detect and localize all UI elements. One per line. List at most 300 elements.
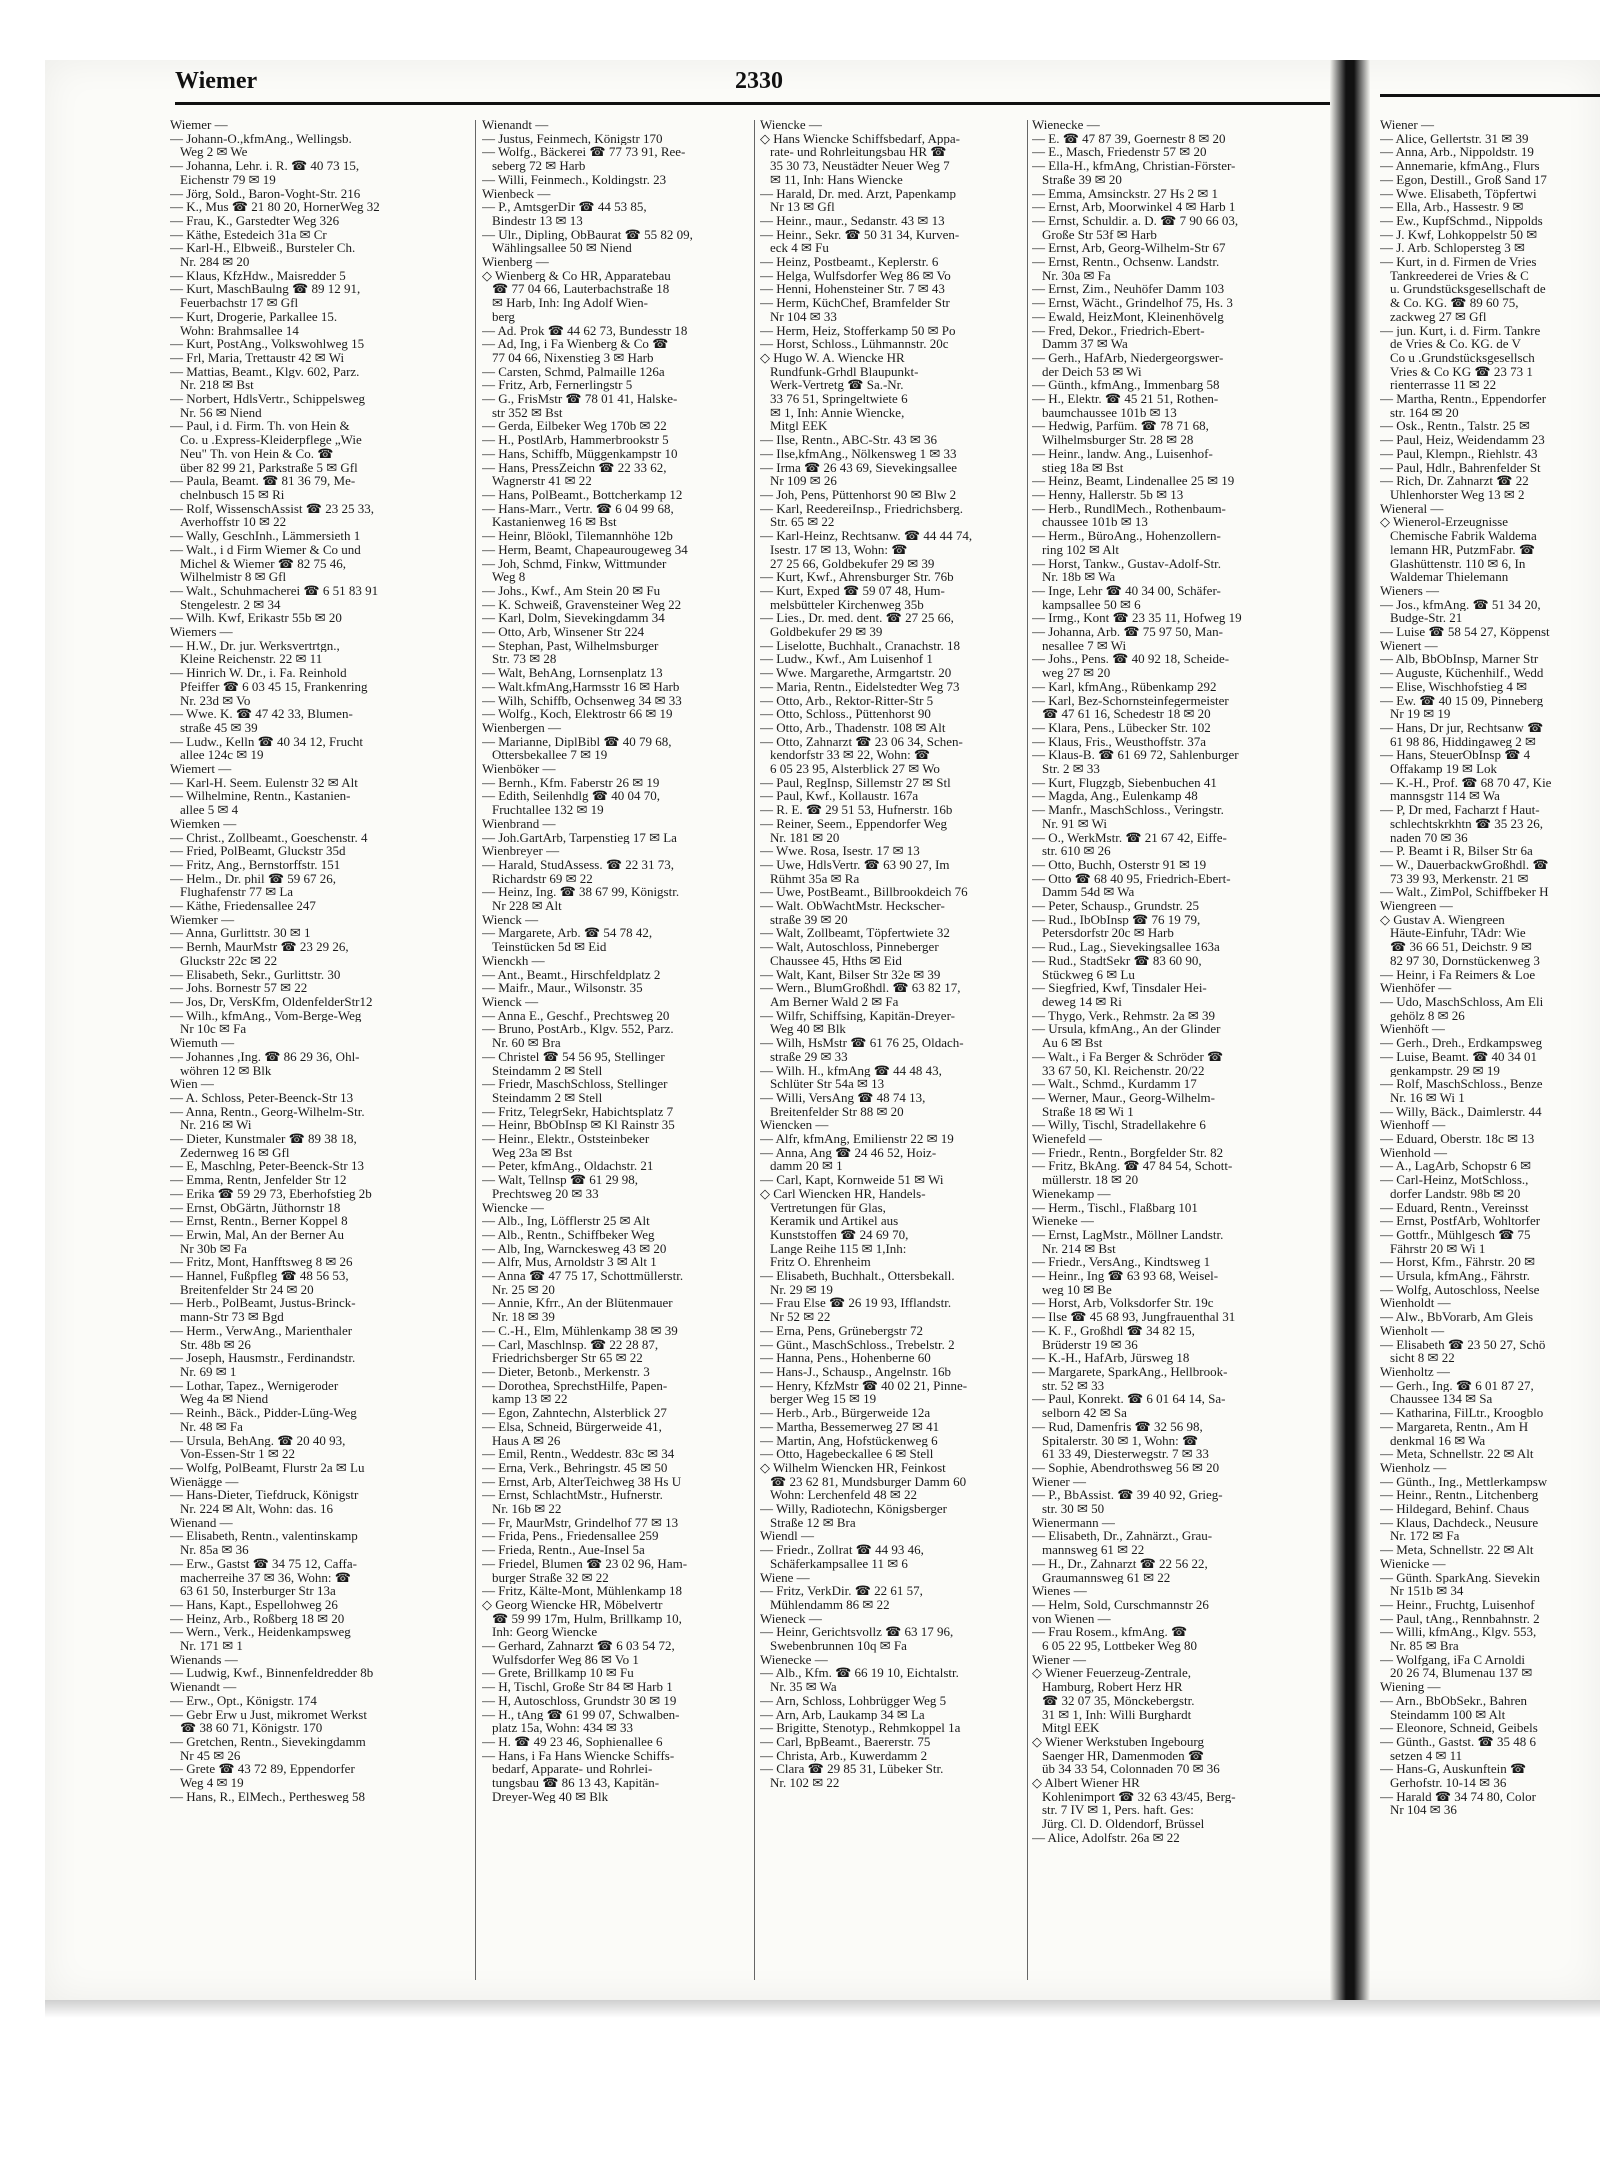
surname-heading: Wieneck — <box>760 1611 822 1626</box>
directory-entry: dorfer Landstr. 98b ✉ 20 <box>1390 1186 1521 1201</box>
directory-entry: — J. Arb. Schlopersteg 3 ✉ <box>1380 241 1525 256</box>
directory-entry: ☎ 23 62 81, Mundsburger Damm 60 <box>770 1474 967 1489</box>
directory-entry: platz 15a, Wohn: 434 ✉ 33 <box>492 1721 634 1735</box>
directory-entry: — Heinr, BbObInsp ✉ Kl Rainstr 35 <box>482 1118 675 1133</box>
page-header <box>175 68 1365 105</box>
directory-entry: Nr. 91 ✉ Wi <box>1042 816 1108 831</box>
surname-heading: Wiemuth — <box>170 1036 235 1050</box>
directory-entry: — Fred, Dekor., Friedrich-Ebert- <box>1032 323 1205 338</box>
directory-entry: Fährstr 20 ✉ Wi 1 <box>1390 1241 1486 1256</box>
directory-entry: — Meta, Schnellstr. 22 ✉ Alt <box>1380 1447 1534 1461</box>
directory-entry: — K. Schweiß, Gravensteiner Weg 22 <box>482 597 682 612</box>
surname-heading: Wieners — <box>1380 583 1440 598</box>
directory-entry: — R. E. ☎ 29 51 53, Hufnerstr. 16b <box>760 803 953 817</box>
directory-entry: — Johs. Bornestr 57 ✉ 22 <box>170 981 308 995</box>
directory-entry: — Kurt, Drogerie, Parkallee 15. <box>170 309 338 324</box>
directory-entry: ☎ 59 99 17m, Hulm, Brillkamp 10, <box>492 1611 682 1626</box>
directory-entry: Hamburg, Robert Herz HR <box>1042 1680 1183 1694</box>
directory-entry: Nr. 85a ✉ 36 <box>180 1543 249 1557</box>
surname-heading: Wiening — <box>1380 1680 1441 1694</box>
directory-entry: — Martin, Ang, Hofstückenweg 6 <box>760 1433 938 1448</box>
directory-entry: eck 4 ✉ Fu <box>770 241 829 256</box>
directory-entry: Mitgl EEK <box>1042 1721 1100 1735</box>
directory-entry: — Clara ☎ 29 85 31, Lübeker Str. <box>760 1762 944 1777</box>
directory-entry: Breitenfelder Str 24 ✉ 20 <box>180 1282 314 1297</box>
directory-entry: Kunststoffen ☎ 24 69 70, <box>770 1227 909 1242</box>
directory-entry: — Ernst, Arb, Moorwinkel 4 ✉ Harb 1 <box>1032 200 1236 214</box>
directory-entry: — Herm., BüroAng., Hohenzollern- <box>1032 529 1221 543</box>
directory-entry: Gluckstr 22c ✉ 22 <box>180 953 278 968</box>
directory-entry: — Christ., Zollbeamt., Goeschenstr. 4 <box>170 830 368 845</box>
directory-entry: — Willi, kfmAng., Klgv. 553, <box>1380 1625 1537 1640</box>
directory-entry: — Ludw., Kelln ☎ 40 34 12, Frucht <box>170 734 364 749</box>
directory-entry: Damm 54d ✉ Wa <box>1042 885 1135 900</box>
surname-heading: Wiengreen — <box>1380 899 1453 913</box>
directory-entry: 63 61 50, Insterburger Str 13a <box>180 1584 336 1598</box>
directory-entry: Pfeiffer ☎ 6 03 45 15, Frankenring <box>180 679 368 694</box>
directory-entry: — Ernst, Rentn., Berner Koppel 8 <box>170 1214 348 1228</box>
directory-entry: — Walt., ZimPol, Schiffbeker H <box>1380 885 1549 900</box>
directory-entry: — Walt., i Fa Berger & Schröder ☎ <box>1032 1049 1224 1064</box>
directory-entry: str. 7 IV ✉ 1, Pers. haft. Ges: <box>1042 1803 1194 1818</box>
directory-entry: weg 27 ✉ 20 <box>1042 666 1111 680</box>
directory-entry: Co. u .Express-Kleiderpflege „Wie <box>180 433 362 447</box>
directory-entry: — H., Elektr. ☎ 45 21 51, Rothen- <box>1032 392 1219 406</box>
directory-entry: str. 164 ✉ 20 <box>1390 405 1459 420</box>
directory-entry: — Karl-H., Elbweiß., Bursteler Ch. <box>170 241 356 256</box>
directory-entry: allee 124c ✉ 19 <box>180 748 264 763</box>
directory-entry: — Heinr, i Fa Reimers & Loe <box>1380 967 1536 982</box>
directory-entry: Nr 109 ✉ 26 <box>770 474 837 488</box>
directory-entry: Nr 151b ✉ 34 <box>1390 1584 1464 1598</box>
directory-entry: — Carsten, Schmd, Palmaille 126a <box>482 364 665 379</box>
directory-entry: — Wolfgang, iFa C Arnoldi <box>1380 1652 1525 1667</box>
directory-entry: selborn 42 ✉ Sa <box>1042 1406 1127 1420</box>
directory-entry: — H. ☎ 49 23 46, Sophienallee 6 <box>482 1734 663 1749</box>
directory-entry: — Alb, BbObInsp, Marner Str <box>1380 652 1539 667</box>
directory-entry: Zedernweg 16 ✉ Gfl <box>180 1145 290 1160</box>
directory-entry: damm 20 ✉ 1 <box>770 1159 843 1174</box>
directory-entry: — H, Tischl, Große Str 84 ✉ Harb 1 <box>482 1680 673 1694</box>
directory-entry: — Günth., Ing., Mettlerkampsw <box>1380 1474 1548 1489</box>
directory-entry: Flughafenstr 77 ✉ La <box>180 885 294 900</box>
directory-entry: — Ursula, BehAng. ☎ 20 40 93, <box>170 1433 346 1448</box>
directory-entry: — Wwe. Margarethe, Armgartstr. 20 <box>760 666 952 680</box>
directory-entry: — Heinr, Blöokl, Tilemannhöhe 12b <box>482 529 673 543</box>
directory-entry: — Johs., Kwf., Am Stein 20 ✉ Fu <box>482 583 661 598</box>
directory-entry: Wulfsdorfer Weg 86 ✉ Vo 1 <box>492 1652 639 1667</box>
directory-entry: — Käthe, Friedensallee 247 <box>170 899 316 913</box>
directory-entry: — H.W., Dr. jur. Werksvertrtgn., <box>170 638 340 653</box>
directory-entry: Schäferkampsallee 11 ✉ 6 <box>770 1556 908 1571</box>
directory-entry: — Carl, Maschlnsp. ☎ 22 28 87, <box>482 1337 659 1352</box>
directory-entry: Von-Essen-Str 1 ✉ 22 <box>180 1447 296 1461</box>
directory-entry: Saenger HR, Damenmoden ☎ <box>1042 1748 1205 1763</box>
directory-entry: — Otto, Arb., Thadenstr. 108 ✉ Alt <box>760 720 946 735</box>
directory-entry: — Jos, Dr, VersKfm, OldenfelderStr12 <box>170 995 373 1009</box>
directory-entry: — H., tAng ☎ 61 99 07, Schwalben- <box>482 1707 680 1722</box>
directory-entry: — Frl, Maria, Trettaustr 42 ✉ Wi <box>170 350 345 365</box>
directory-entry: Vries & Co KG ☎ 23 73 1 <box>1390 364 1533 379</box>
directory-entry: — Rud., Lag., Sievekingsallee 163a <box>1032 940 1220 954</box>
directory-entry: — Paul, Kwf., Kollaustr. 167a <box>760 789 919 804</box>
directory-entry: weg 10 ✉ Be <box>1042 1282 1112 1297</box>
directory-entry: — Martha, Bessemerweg 27 ✉ 41 <box>760 1419 940 1434</box>
directory-entry: — Gebr Erw u Just, mikromet Werkst <box>170 1707 367 1722</box>
directory-entry: — Walt.kfmAng,Harmsstr 16 ✉ Harb <box>482 679 680 694</box>
directory-entry: — A. Schloss, Peter-Beenck-Str 13 <box>170 1090 354 1105</box>
directory-entry: — Wilh, HsMstr ☎ 61 76 25, Oldach- <box>760 1036 964 1050</box>
directory-entry: — Elsa, Schneid, Bürgerweide 41, <box>482 1419 662 1434</box>
surname-heading: Wienefeld — <box>1032 1132 1102 1146</box>
column-divider <box>475 120 476 1980</box>
directory-entry: mann-Str 73 ✉ Bgd <box>180 1310 284 1324</box>
directory-entry: Eichenstr 79 ✉ 19 <box>180 172 276 187</box>
directory-entry: Spitalerstr. 30 ✉ 1, Wohn: ☎ <box>1042 1433 1199 1448</box>
directory-entry: — Joh, Schmd, Finkw, Wittmunder <box>482 556 667 571</box>
surname-heading: von Wienen — <box>1032 1611 1111 1626</box>
directory-entry: — Ilse, Rentn., ABC-Str. 43 ✉ 36 <box>760 433 938 447</box>
directory-entry: — Alb., Rentn., Schiffbeker Weg <box>482 1227 655 1242</box>
directory-entry: wöhren 12 ✉ Blk <box>180 1063 272 1078</box>
directory-entry: Nr 19 ✉ 19 <box>1390 707 1451 721</box>
directory-entry: — Wilhelmine, Rentn., Kastanien- <box>170 789 351 804</box>
directory-entry: allee 5 ✉ 4 <box>180 803 239 817</box>
directory-entry: — Paula, Beamt. ☎ 81 36 79, Me- <box>170 474 356 488</box>
directory-entry: — Irma ☎ 26 43 69, Sievekingsallee <box>760 460 958 475</box>
directory-entry: Nr. 16b ✉ 22 <box>492 1502 562 1516</box>
directory-entry: Schlüter Str 54a ✉ 13 <box>770 1077 885 1091</box>
surname-heading: Wienbreyer — <box>482 844 560 858</box>
directory-entry: über 82 99 21, Parkstraße 5 ✉ Gfl <box>180 460 358 475</box>
directory-entry: — Alw., BbVorarb, Am Gleis <box>1380 1310 1534 1324</box>
directory-entry: Nr. 60 ✉ Bra <box>492 1036 561 1050</box>
surname-heading: Wienecke — <box>760 1652 828 1667</box>
directory-entry: — Willy, Bäck., Daimlerstr. 44 <box>1380 1104 1542 1119</box>
directory-entry: Isestr. 17 ✉ 13, Wohn: ☎ <box>770 542 908 557</box>
directory-entry: Weg 4a ✉ Niend <box>180 1392 269 1407</box>
directory-entry: Petersdorfstr 20c ✉ Harb <box>1042 926 1174 941</box>
directory-entry: — Margarete, Arb. ☎ 54 78 42, <box>482 926 653 941</box>
surname-heading: Wienhöft — <box>1380 1022 1445 1037</box>
directory-entry: — Elisabeth, Rentn., valentinskamp <box>170 1529 358 1544</box>
directory-entry: Wilhelmsburger Str. 28 ✉ 28 <box>1042 433 1194 447</box>
directory-entry: Straße 12 ✉ Bra <box>770 1515 856 1530</box>
surname-heading: Wienes — <box>1032 1584 1087 1598</box>
directory-entry: — Alice, Gellertstr. 31 ✉ 39 <box>1380 131 1529 146</box>
directory-entry: straße 45 ✉ 39 <box>180 720 258 735</box>
surname-heading: Wiener — <box>1032 1652 1086 1667</box>
directory-entry: Prechtsweg 20 ✉ 33 <box>492 1186 599 1201</box>
directory-entry: Weg 2 ✉ We <box>180 145 248 160</box>
directory-entry: straße 29 ✉ 33 <box>770 1049 848 1064</box>
directory-entry: — Herb., RundlMech., Rothenbaum- <box>1032 501 1226 516</box>
directory-entry: Nr. 30a ✉ Fa <box>1042 268 1111 283</box>
directory-entry: gehölz 8 ✉ 26 <box>1390 1008 1465 1023</box>
directory-entry: — Paul, tAng., Rennbahnstr. 2 <box>1380 1611 1540 1626</box>
surname-heading: Wienbergen — <box>482 720 562 735</box>
directory-entry: Nr. 172 ✉ Fa <box>1390 1529 1460 1544</box>
directory-entry: — Walt, Tellnsp ☎ 61 29 98, <box>482 1173 639 1187</box>
directory-entry: Richardstr 69 ✉ 22 <box>492 871 593 886</box>
directory-entry: zackweg 27 ✉ Gfl <box>1390 309 1487 324</box>
directory-entry: — Helga, Wulfsdorfer Weg 86 ✉ Vo <box>760 268 951 283</box>
directory-entry: — Wern., BlumGroßhdl. ☎ 63 82 17, <box>760 981 961 995</box>
directory-entry: — Rolf, WissenschAssist ☎ 23 25 33, <box>170 501 374 516</box>
directory-entry: chaussee 101b ✉ 13 <box>1042 515 1148 530</box>
directory-entry: — Inge, Lehr ☎ 40 34 00, Schäfer- <box>1032 583 1221 598</box>
directory-entry: — Gerh., Ing. ☎ 6 01 87 27, <box>1380 1378 1534 1393</box>
directory-entry: — Friedr., Zollrat ☎ 44 93 46, <box>760 1543 924 1557</box>
directory-entry: — Carl, Kapt, Kornweide 51 ✉ Wi <box>760 1173 944 1187</box>
directory-entry: Nr. 56 ✉ Niend <box>180 405 262 420</box>
directory-entry: Kleine Reichenstr. 22 ✉ 11 <box>180 652 323 667</box>
directory-entry: — Alb, Ing, Warnckesweg 43 ✉ 20 <box>482 1241 667 1256</box>
directory-entry: Nr. 214 ✉ Bst <box>1042 1241 1116 1256</box>
directory-entry: — Heinr., Elektr., Oststeinbeker <box>482 1132 650 1146</box>
directory-entry: — Brigitte, Stenotyp., Rehmkoppel 1a <box>760 1721 961 1735</box>
directory-entry: Bindestr 13 ✉ 13 <box>492 213 583 228</box>
directory-entry: Str. 73 ✉ 28 <box>492 652 557 667</box>
directory-entry: — Liselotte, Buchhalt., Cranachstr. 18 <box>760 638 961 653</box>
directory-entry: — Hans, Dr jur, Rechtsanw ☎ <box>1380 720 1544 735</box>
directory-entry: Breitenfelder Str 88 ✉ 20 <box>770 1104 904 1119</box>
directory-entry: Steindamm 2 ✉ Stell <box>492 1063 603 1078</box>
directory-entry: ☎ 38 60 71, Königstr. 170 <box>180 1721 323 1735</box>
directory-entry: — Reinh., Bäck., Pidder-Lüng-Weg <box>170 1406 357 1420</box>
directory-entry: 20 26 74, Blumenau 137 ✉ <box>1390 1666 1533 1681</box>
directory-entry: — Erw., Gastst ☎ 34 75 12, Caffa- <box>170 1556 357 1571</box>
directory-entry: kampsallee 50 ✉ 6 <box>1042 597 1141 612</box>
directory-entry: — Ad. Prok ☎ 44 62 73, Bundesstr 18 <box>482 323 688 338</box>
directory-entry: — Kurt, in d. Firmen de Vries <box>1380 255 1537 269</box>
directory-entry: — Heinz, Arb., Roßberg 18 ✉ 20 <box>170 1611 345 1626</box>
directory-entry: — Ernst, LagMstr., Möllner Landstr. <box>1032 1227 1224 1242</box>
directory-entry: — Johs., Pens. ☎ 40 92 18, Scheide- <box>1032 652 1230 667</box>
directory-entry: tungsbau ☎ 86 13 43, Kapitän- <box>492 1776 660 1790</box>
directory-entry: — Hinrich W. Dr., i. Fa. Reinhold <box>170 666 347 680</box>
directory-entry: — Dieter, Betonb., Merkenstr. 3 <box>482 1364 650 1379</box>
directory-entry: — Ilse ☎ 45 68 93, Jungfrauenthal 31 <box>1032 1310 1236 1324</box>
directory-entry: — Wally, GeschInh., Lämmersieth 1 <box>170 529 361 543</box>
firm-entry: ◇ Albert Wiener HR <box>1032 1776 1140 1790</box>
directory-entry: Rundfunk-Grhdl Blaupunkt- <box>770 364 919 379</box>
directory-entry: ring 102 ✉ Alt <box>1042 542 1119 557</box>
firm-entry: ◇ Gustav A. Wiengreen <box>1380 912 1505 927</box>
directory-entry: — Ewald, HeizMont, Kleinenhövelg <box>1032 309 1224 324</box>
page-shadow <box>45 2000 1600 2018</box>
directory-entry: 33 76 51, Springeltwiete 6 <box>770 392 908 406</box>
directory-entry: Nr 13 ✉ Gfl <box>770 200 835 214</box>
directory-entry: 35 30 73, Neustädter Neuer Weg 7 <box>770 159 950 173</box>
directory-entry: der Deich 53 ✉ Wi <box>1042 364 1142 379</box>
directory-entry: — Justus, Feinmech, Königstr 170 <box>482 131 663 146</box>
directory-entry: — Wilh. Kwf, Erikastr 55b ✉ 20 <box>170 611 342 626</box>
directory-entry: — Wwe. K. ☎ 47 42 33, Blumen- <box>170 707 353 721</box>
directory-entry: — Dieter, Kunstmaler ☎ 89 38 18, <box>170 1132 357 1146</box>
directory-entry: Weg 4 ✉ 19 <box>180 1776 244 1790</box>
directory-entry: — Eleonore, Schneid, Geibels <box>1380 1721 1538 1735</box>
directory-entry: rienterrasse 11 ✉ 22 <box>1390 378 1497 393</box>
directory-entry: — Fritz, VerkDir. ☎ 22 61 57, <box>760 1584 923 1598</box>
directory-entry: Steindamm 2 ✉ Stell <box>492 1090 603 1105</box>
directory-entry: Nr 30b ✉ Fa <box>180 1241 247 1256</box>
directory-entry: Tankreederei de Vries & C <box>1390 268 1529 283</box>
directory-entry: — Walt, Zollbeamt, Töpfertwiete 32 <box>760 926 950 941</box>
surname-heading: Wiener — <box>1380 118 1434 132</box>
directory-entry: — Ernst, Zim., Neuhöfer Damm 103 <box>1032 282 1225 297</box>
directory-entry: — Paul, RegInsp, Sillemstr 27 ✉ Stl <box>760 775 951 790</box>
directory-entry: Nr 104 ✉ 33 <box>770 309 837 324</box>
directory-entry: — Johanna, Arb. ☎ 75 97 50, Man- <box>1032 625 1223 639</box>
directory-entry: — Grete ☎ 43 72 89, Eppendorfer <box>170 1762 355 1777</box>
surname-heading: Wien — <box>170 1077 214 1091</box>
directory-entry: — Emma, Amsinckstr. 27 Hs 2 ✉ 1 <box>1032 186 1219 201</box>
directory-entry: — Karl-H. Seem. Eulenstr 32 ✉ Alt <box>170 775 358 790</box>
directory-entry: — K.-H., Prof. ☎ 68 70 47, Kie <box>1380 775 1552 790</box>
directory-entry: Nr. 18b ✉ Wa <box>1042 570 1116 584</box>
directory-entry: — Hans, R., ElMech., Perthesweg 58 <box>170 1789 365 1804</box>
directory-entry: Offakamp 19 ✉ Lok <box>1390 762 1498 776</box>
directory-entry: nesallee 7 ✉ Wi <box>1042 638 1127 653</box>
firm-entry: ◇ Wienerol-Erzeugnisse <box>1380 515 1508 530</box>
surname-heading: Wienert — <box>1380 638 1438 653</box>
directory-entry: Str. 65 ✉ 22 <box>770 515 835 530</box>
directory-entry: — Hannel, Fußpfleg ☎ 48 56 53, <box>170 1269 349 1283</box>
surname-heading: Wienholz — <box>1380 1460 1447 1475</box>
directory-entry: — Edith, Seilenhdlg ☎ 40 04 70, <box>482 789 660 804</box>
directory-entry: Mitgl EEK <box>770 419 828 434</box>
directory-entry: — Rolf, MaschSchloss., Benze <box>1380 1077 1543 1091</box>
directory-entry: — Herm., Tischl., Flaßbarg 101 <box>1032 1200 1198 1215</box>
directory-entry: — Hans-J., Schausp., Angelnstr. 16b <box>760 1364 952 1379</box>
directory-entry: — Otto ☎ 68 40 95, Friedrich-Ebert- <box>1032 871 1231 886</box>
directory-entry: — Ernst, PostfArb, Wohltorfer <box>1380 1214 1541 1228</box>
directory-entry: straße 39 ✉ 20 <box>770 912 848 927</box>
directory-entry: Friedrichsberger Str 65 ✉ 22 <box>492 1351 643 1365</box>
directory-entry: müllerstr. 18 ✉ 20 <box>1042 1173 1139 1187</box>
directory-entry: str. 30 ✉ 50 <box>1042 1502 1105 1516</box>
directory-entry: Am Berner Wald 2 ✉ Fa <box>770 995 899 1009</box>
directory-entry: — Anna, Rentn., Georg-Wilhelm-Str. <box>170 1104 365 1119</box>
directory-entry: 73 39 93, Merkenstr. 21 ✉ <box>1390 871 1529 886</box>
directory-entry: str 352 ✉ Bst <box>492 405 563 420</box>
directory-entry: — Ernst, SchlachtMstr., Hufnerstr. <box>482 1488 663 1503</box>
surname-heading: Wiemker — <box>170 912 235 927</box>
directory-entry: Nr. 25 ✉ 20 <box>492 1282 555 1297</box>
directory-entry: Damm 37 ✉ Wa <box>1042 337 1128 351</box>
directory-entry: Keramik und Artikel aus <box>770 1214 899 1228</box>
directory-entry: — Ernst, Wächt., Grindelhof 75, Hs. 3 <box>1032 296 1233 310</box>
directory-entry: 33 67 50, Kl. Reichenstr. 20/22 <box>1042 1063 1205 1078</box>
directory-entry: — Elisabeth, Buchhalt., Ottersbekall. <box>760 1269 955 1283</box>
surname-heading: Wiemken — <box>170 816 237 831</box>
directory-entry: — Karl, Bez-Schornsteinfegermeister <box>1032 693 1229 708</box>
directory-entry: — Christel ☎ 54 56 95, Stellinger <box>482 1049 665 1064</box>
directory-entry: — Hedwig, Parfüm. ☎ 78 71 68, <box>1032 419 1209 434</box>
directory-entry: — Paul, Heiz, Weidendamm 23 <box>1380 433 1545 447</box>
directory-entry: — Maifr., Maur., Wilsonstr. 35 <box>482 981 643 995</box>
directory-entry: — Paul, i d. Firm. Th. von Hein & <box>170 419 350 434</box>
directory-entry: — Heinr., maur., Sedanstr. 43 ✉ 13 <box>760 213 945 228</box>
directory-entry: mannsgstr 114 ✉ Wa <box>1390 789 1500 804</box>
directory-entry: — Alfr, kfmAng, Emilienstr 22 ✉ 19 <box>760 1132 954 1146</box>
directory-entry: — Hans-Dieter, Tiefdruck, Königstr <box>170 1488 359 1503</box>
directory-entry: — Arn., BbObSekr., Bahren <box>1380 1693 1527 1708</box>
directory-entry: ✉ 1, Inh: Annie Wiencke, <box>770 405 905 420</box>
directory-entry: Lange Reihe 115 ✉ 1,Inh: <box>770 1241 907 1256</box>
directory-entry: — Mattias, Beamt., Klgv. 602, Parz. <box>170 364 360 379</box>
directory-entry: seberg 72 ✉ Harb <box>492 159 586 173</box>
directory-entry: — Horst, Kfm., Fährstr. 20 ✉ <box>1380 1255 1535 1270</box>
directory-entry: — Lothar, Tapez., Wernigeroder <box>170 1378 339 1393</box>
directory-entry: — Peter, kfmAng., Oldachstr. 21 <box>482 1159 654 1174</box>
surname-heading: Wienand — <box>170 1515 233 1530</box>
directory-entry: — Eduard, Rentn., Vereinsst <box>1380 1200 1529 1215</box>
directory-entry: — Jörg, Sold., Baron-Voght-Str. 216 <box>170 186 361 201</box>
directory-entry: — Günt., MaschSchloss., Trebelstr. 2 <box>760 1337 955 1352</box>
directory-entry: — Günth. SparkAng. Sievekin <box>1380 1570 1540 1585</box>
directory-entry: Nr 10c ✉ Fa <box>180 1022 247 1037</box>
directory-entry: — Ilse,kfmAng., Nölkensweg 1 ✉ 33 <box>760 446 957 461</box>
directory-entry: — E. ☎ 47 87 39, Goernestr 8 ✉ 20 <box>1032 131 1226 146</box>
directory-entry: bedarf, Apparate- und Rohrlei- <box>492 1762 653 1777</box>
directory-entry: — G., FrisMstr ☎ 78 01 41, Halske- <box>482 392 678 406</box>
directory-entry: & Co. KG. ☎ 89 60 75, <box>1390 296 1519 310</box>
directory-entry: — Ew. ☎ 40 15 09, Pinneberg <box>1380 693 1544 708</box>
directory-entry: — Uwe, HdlsVertr. ☎ 63 90 27, Im <box>760 857 950 872</box>
directory-entry: — Herm., VerwAng., Marienthaler <box>170 1323 353 1338</box>
running-head: Wiemer <box>175 68 258 94</box>
directory-entry: — Erw., Opt., Königstr. 174 <box>170 1693 317 1708</box>
directory-entry: 31 ✉ 1, Inh: Willi Burghardt <box>1042 1707 1192 1722</box>
directory-entry: — Hildegard, Behinf. Chaus <box>1380 1502 1530 1516</box>
directory-entry: — P. Beamt i R, Bilser Str 6a <box>1380 844 1533 858</box>
directory-entry: — Rich, Dr. Zahnarzt ☎ 22 <box>1380 474 1529 488</box>
directory-entry: — Emil, Rentn., Weddestr. 83c ✉ 34 <box>482 1447 675 1461</box>
firm-entry: ◇ Wiener Feuerzeug-Zentrale, <box>1032 1666 1192 1681</box>
directory-entry: — Ursula, kfmAng., An der Glinder <box>1032 1022 1221 1037</box>
directory-entry: — Otto, Arb., Rektor-Ritter-Str 5 <box>760 693 934 708</box>
directory-entry: — Auguste, Küchenhilf., Wedd <box>1380 666 1544 680</box>
directory-entry: — Reiner, Seem., Eppendorfer Weg <box>760 816 947 831</box>
directory-entry: Straße 18 ✉ Wi 1 <box>1042 1104 1134 1119</box>
directory-entry: — Fritz, TelegrSekr, Habichtsplatz 7 <box>482 1104 674 1119</box>
directory-entry: rate- und Rohrleitungsbau HR ☎ <box>770 145 947 160</box>
directory-entry: — Horst, Schloss., Lühmannstr. 20c <box>760 337 949 351</box>
directory-entry: ✉ 11, Inh: Hans Wiencke <box>770 172 903 187</box>
directory-entry: — Anna E., Geschf., Prechtsweg 20 <box>482 1008 670 1023</box>
directory-column-3 <box>760 118 1025 1988</box>
directory-entry: — Otto, Buchh, Osterstr 91 ✉ 19 <box>1032 857 1207 872</box>
directory-entry: u. Grundstücksgesellschaft de <box>1390 282 1546 297</box>
directory-entry: — Otto, Zahnarzt ☎ 23 06 34, Schen- <box>760 734 963 749</box>
directory-entry: — Luise ☎ 58 54 27, Köppenst <box>1380 625 1550 639</box>
surname-heading: Wienägge — <box>170 1474 239 1489</box>
directory-entry: kamp 13 ✉ 22 <box>492 1392 568 1407</box>
directory-entry: de Vries & Co. KG. de V <box>1390 337 1521 351</box>
firm-entry: ◇ Georg Wiencke HR, Möbelvertr <box>482 1597 663 1612</box>
directory-entry: — Arn, Schloss, Lohbrügger Weg 5 <box>760 1693 947 1708</box>
directory-entry: — jun. Kurt, i. d. Firm. Tankre <box>1380 323 1541 338</box>
firm-entry: ◇ Hans Wiencke Schiffsbedarf, Appa- <box>760 131 960 146</box>
directory-entry: — Ulr., Dipling, ObBaurat ☎ 55 82 09, <box>482 227 693 242</box>
directory-entry: — Herm, KüchChef, Bramfelder Str <box>760 296 950 310</box>
directory-entry: — Hans, PressZeichn ☎ 22 33 62, <box>482 460 667 475</box>
directory-entry: — Harald ☎ 34 74 80, Color <box>1380 1789 1536 1804</box>
directory-entry: Weg 8 <box>492 570 526 584</box>
directory-entry: Nr. 284 ✉ 20 <box>180 255 250 269</box>
